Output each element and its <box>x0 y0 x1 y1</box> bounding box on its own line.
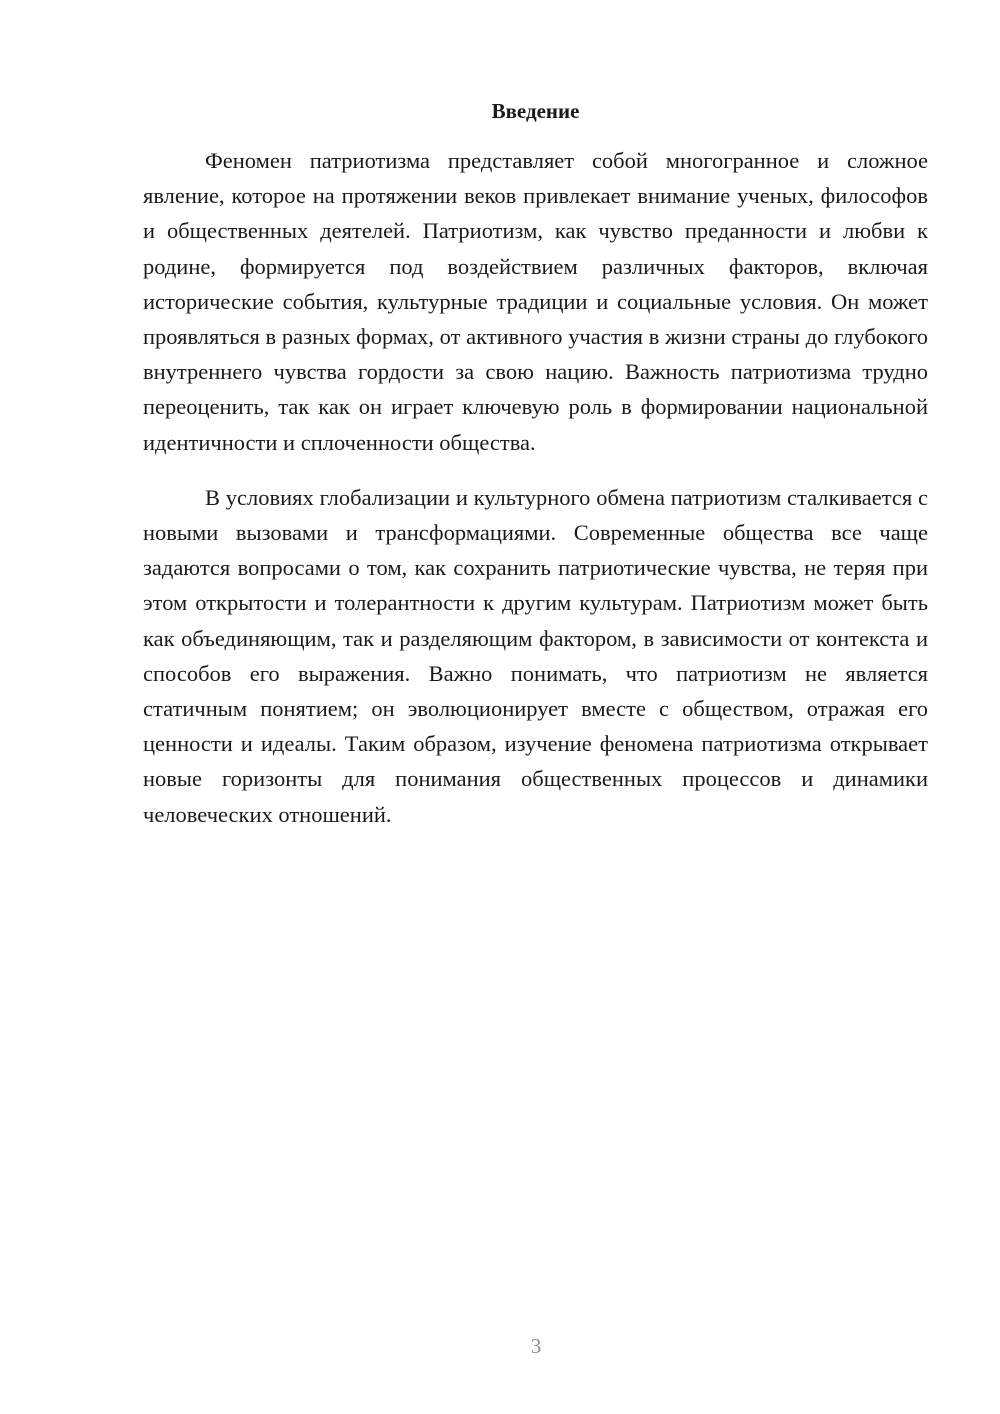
paragraph-1: Феномен патриотизма представляет собой многогранное и сложное явление, которое на протяжении веков привлекает внимание ученых, философов и общественных деятелей. Патриотизм, как чувство преданности и любви к родине, формируется под воздействием различных факторов, включая исторические события, культурные традиции и социальные условия. Он может проявляться в разных формах, от активного участия в жизни страны до глубокого внутреннего чувства гордости за свою нацию. Важность патриотизма трудно переоценить, так как он играет ключевую роль в формировании национальной идентичности и сплоченности общества. <box>143 148 928 455</box>
section-heading: Введение <box>491 99 580 123</box>
page-number: 3 <box>530 1334 542 1358</box>
body-text <box>143 143 928 832</box>
paragraph-2: В условиях глобализации и культурного обмена патриотизм сталкивается с новыми вызовами и трансформациями. Современные общества все чаще задаются вопросами о том, как сохранить патриотические чувства, не теряя при этом открытости и толерантности к другим культурам. Патриотизм может быть как объединяющим, так и разделяющим фактором, в зависимости от контекста и способов его выражения. Важно понимать, что патриотизм не является статичным понятием; он эволюционирует вместе с обществом, отражая его ценности и идеалы. Таким образом, изучение феномена патриотизма открывает новые горизонты для понимания общественных процессов и динамики человеческих отношений. <box>143 484 928 827</box>
